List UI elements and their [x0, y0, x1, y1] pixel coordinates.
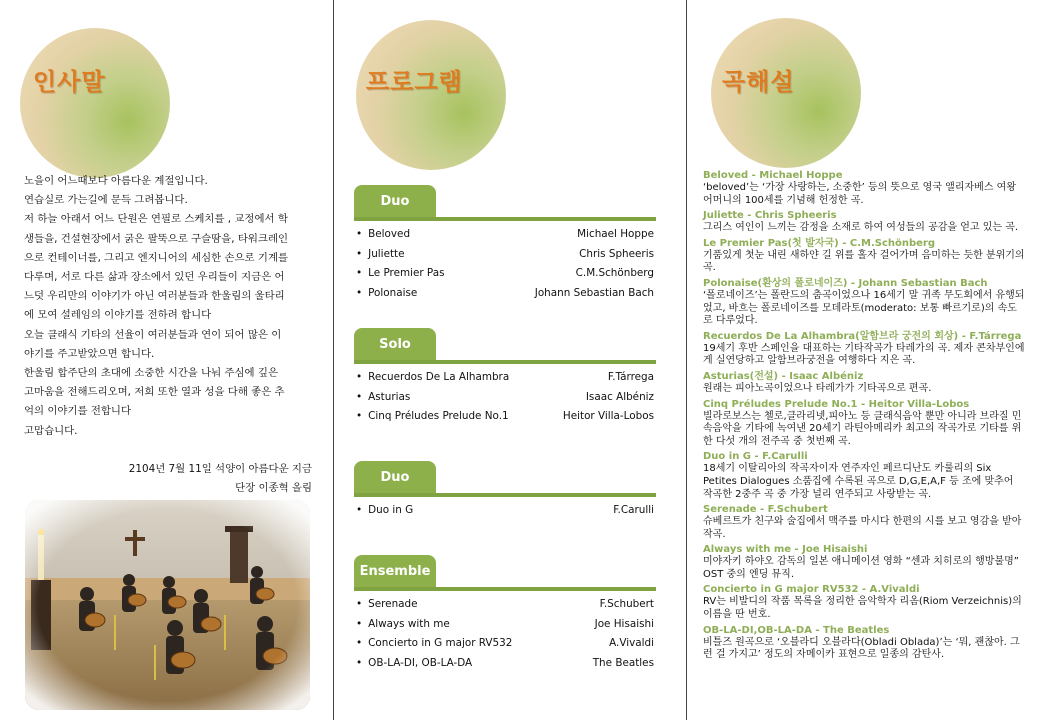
- program-item: [356, 388, 656, 408]
- greeting-line: 느덧 우리만의 이야기가 아닌 여러분들과 한울림의 울타리: [24, 290, 285, 303]
- greeting-line: 고맙습니다.: [24, 424, 78, 437]
- piece-composer: A.Vivaldi: [609, 637, 654, 649]
- piece-title: • Always with me: [356, 615, 450, 635]
- note-item: [703, 624, 1025, 662]
- note-item: [703, 237, 1025, 275]
- program-item: [356, 407, 656, 427]
- piece-composer: F.Carulli: [613, 504, 654, 516]
- greeting-line: 고마움을 전해드리오며, 저희 또한 열과 성을 다해 좋은 추: [24, 386, 285, 399]
- section-tab: Duo: [354, 461, 436, 493]
- piece-title: • Serenade: [356, 595, 418, 615]
- program-list: [354, 591, 656, 673]
- piece-composer: Michael Hoppe: [577, 228, 654, 240]
- piece-title: • Juliette: [356, 245, 405, 265]
- greeting-signoff: [24, 460, 312, 498]
- note-item: [703, 503, 1025, 541]
- note-item: [703, 209, 1025, 235]
- program-item: [356, 225, 656, 245]
- note-body: ‘폴로네이즈’는 폴란드의 춤곡이었으나 16세기 말 귀족 무도회에서 유행되었고, 바흐는 폴로네이즈를 모데라토(moderato: 보통 빠르기로)의 속도로 다루었다.: [703, 289, 1025, 327]
- program-section-duo-2: [354, 461, 656, 521]
- note-body: 원래는 피아노곡이었으나 타레가가 기타곡으로 편곡.: [703, 382, 932, 394]
- greeting-line: 야기를 주고받았으면 합니다.: [24, 347, 155, 360]
- piece-title: • Concierto in G major RV532: [356, 634, 512, 654]
- greeting-line: 억의 이야기를 전합니다: [24, 405, 131, 418]
- program-notes: [703, 169, 1025, 664]
- piece-composer: Joe Hisaishi: [594, 617, 654, 630]
- piece-title: • Recuerdos De La Alhambra: [356, 368, 509, 388]
- section-tab: Ensemble: [354, 555, 436, 587]
- signature: 단장 이종혁 올림: [235, 482, 312, 494]
- notes-title: 곡해설: [722, 68, 795, 96]
- greeting-line: 에 모여 설레임의 이야기를 전하려 합니다: [24, 309, 212, 322]
- section-tab: Duo: [354, 185, 436, 217]
- note-body: RV는 비발디의 작품 목록을 정리한 음악학자 리옴(Riom Verzeichnis)의 이름을 딴 번호.: [703, 596, 1022, 621]
- greeting-line: 생들을, 건설현장에서 굵은 팔뚝으로 구슬땀을, 타워크레인: [24, 232, 289, 245]
- piece-composer: Chris Spheeris: [579, 247, 654, 260]
- greeting-line: 오늘 클래식 기타의 선율이 여러분들과 연이 되어 많은 이: [24, 328, 282, 341]
- ensemble-photo: [25, 500, 310, 710]
- program-list: [354, 221, 656, 303]
- piece-title: • Asturias: [356, 388, 410, 408]
- note-heading: Asturias(전설) - Isaac Albéniz: [703, 370, 864, 382]
- note-item: [703, 583, 1025, 621]
- greeting-title-circle: [20, 28, 170, 178]
- piece-title: • Le Premier Pas: [356, 264, 445, 284]
- note-heading: Juliette - Chris Spheeris: [703, 210, 837, 222]
- note-body: 18세기 이탈리아의 작곡자이자 연주자인 페르디난도 카룰리의 Six Petites Dialogues 소품집에 수록된 곡으로 D,G,E,A,F 등 조에 맞추어 작곡한 2중주 곡 중 가장 널리 연주되고 사랑받는 곡.: [703, 463, 1014, 500]
- piece-title: • OB-LA-DI, OB-LA-DA: [356, 654, 472, 674]
- note-item: [703, 398, 1025, 449]
- note-heading: Le Premier Pas(첫 발자국) - C.M.Schönberg: [703, 237, 936, 249]
- piece-title: • Duo in G: [356, 501, 413, 521]
- note-body: 미야자키 하야오 감독의 일본 애니메이션 영화 “센과 치히로의 행방불명” OST 중의 엔딩 뮤직.: [703, 556, 1019, 580]
- note-body: 기품있게 첫눈 내린 새하얀 길 위를 홀자 걸어가며 음미하는 듯한 분위기의 곡.: [703, 249, 1025, 274]
- program-item: [356, 501, 656, 521]
- program-item: [356, 245, 656, 265]
- piece-title: • Beloved: [356, 225, 410, 245]
- program-item: [356, 634, 656, 654]
- greeting-line: 으로 컨테이너를, 그리고 엔지니어의 세심한 손으로 기계를: [24, 251, 289, 264]
- greeting-line: 노을이 어느때보다 아름다운 계절입니다.: [24, 175, 208, 187]
- column-divider-2: [686, 0, 687, 720]
- note-body: 19세기 후반 스페인을 대표하는 기타작곡가 타레가의 곡. 제자 콘차부인에게 실연당하고 알함브라궁전을 여행하다 지은 곡.: [703, 342, 1025, 367]
- piece-composer: C.M.Schönberg: [575, 267, 654, 279]
- note-item: [703, 370, 1025, 396]
- note-body: 비틀즈 원곡으로 ‘오블라디 오블라다(Obladi Oblada)’는 ‘뭐, 괜찮아. 그런 걸 가지고’ 정도의 자메이카 표현으로 일종의 감탄사.: [703, 636, 1020, 661]
- column-divider-1: [333, 0, 334, 720]
- note-body: 슈베르트가 친구와 술집에서 맥주를 마시다 한편의 시를 보고 영감을 받아 작곡.: [703, 516, 1022, 540]
- greeting-title: 인사말: [33, 68, 106, 96]
- note-heading: Duo in G - F.Carulli: [703, 451, 808, 463]
- program-item: [356, 368, 656, 388]
- note-heading: Concierto in G major RV532 - A.Vivaldi: [703, 584, 920, 596]
- greeting-line: 한울림 합주단의 초대에 소중한 시간을 나눠 주심에 깊은: [24, 367, 278, 380]
- piece-composer: Johann Sebastian Bach: [534, 286, 654, 299]
- note-body: 빌라로보스는 첼로,클라리넷,피아노 등 클래식음악 뿐만 아니라 브라질 민속음악을 기타에 녹여낸 20세기 라틴아메리카 최고의 작곡가로 기타를 위한 다섯 개의 전주곡 중 첫번째 곡.: [703, 410, 1022, 447]
- note-item: [703, 169, 1025, 207]
- program-section-duo: [354, 185, 656, 303]
- program-list: [354, 364, 656, 427]
- program-item: [356, 595, 656, 615]
- program-section-ensemble: [354, 555, 656, 673]
- greeting-line: 저 하늘 아래서 어느 단원은 연필로 스케치를 , 교정에서 학: [24, 213, 288, 226]
- note-heading: Cinq Préludes Prelude No.1 - Heitor Villa-Lobos: [703, 398, 970, 410]
- note-heading: OB-LA-DI,OB-LA-DA - The Beatles: [703, 624, 890, 636]
- date-line: 2104년 7월 11일 석양이 아름다운 지금: [128, 463, 312, 475]
- piece-composer: Heitor Villa-Lobos: [562, 410, 654, 422]
- program-item: [356, 264, 656, 284]
- greeting-body: [24, 172, 312, 441]
- program-item: [356, 284, 656, 304]
- note-heading: Recuerdos De La Alhambra(알함브라 궁전의 회상) - F.Tárrega: [703, 330, 1022, 342]
- note-heading: Serenade - F.Schubert: [703, 504, 828, 516]
- program-list: [354, 497, 656, 521]
- program-item: [356, 654, 656, 674]
- section-tab: Solo: [354, 328, 436, 360]
- piece-composer: Isaac Albéniz: [585, 390, 654, 403]
- note-body: 그리스 여인이 느끼는 감정을 소재로 하여 여성들의 공감을 얻고 있는 곡.: [703, 222, 1019, 234]
- note-heading: Polonaise(환상의 폴로네이즈) - Johann Sebastian Bach: [703, 277, 988, 289]
- note-item: [703, 277, 1025, 328]
- program-item: [356, 615, 656, 635]
- program-title: 프로그램: [366, 68, 463, 96]
- note-item: [703, 450, 1025, 501]
- program-section-solo: [354, 328, 656, 427]
- note-heading: Beloved - Michael Hoppe: [703, 170, 843, 181]
- note-heading: Always with me - Joe Hisaishi: [703, 544, 868, 556]
- piece-composer: F.Schubert: [599, 598, 654, 610]
- piece-title: • Cinq Préludes Prelude No.1: [356, 407, 509, 427]
- greeting-line: 연습실로 가는길에 문득 그려봅니다.: [24, 194, 188, 207]
- note-body: ‘beloved’는 ‘가장 사랑하는, 소중한’ 등의 뜻으로 영국 앨리자베스 여왕 어머니의 100세를 기념해 헌정한 곡.: [703, 182, 1016, 206]
- piece-composer: F.Tárrega: [607, 371, 654, 383]
- greeting-line: 다루며, 서로 다른 삶과 장소에서 있던 우리들이 지금은 어: [24, 271, 285, 284]
- note-item: [703, 543, 1025, 581]
- note-item: [703, 330, 1025, 368]
- piece-title: • Polonaise: [356, 284, 417, 304]
- piece-composer: The Beatles: [592, 656, 654, 669]
